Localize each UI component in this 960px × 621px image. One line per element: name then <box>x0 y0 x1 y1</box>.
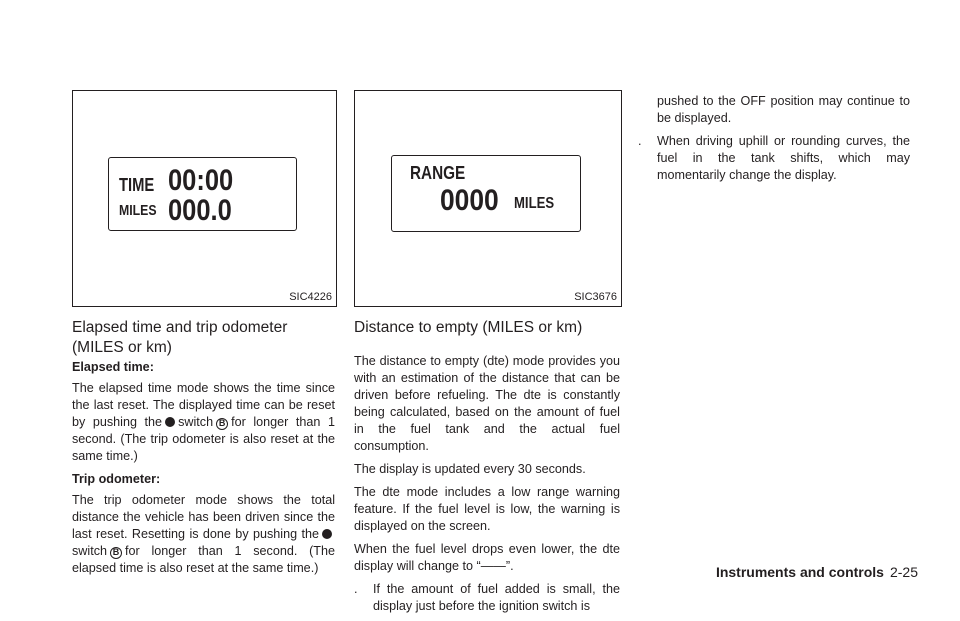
section-body-elapsed-time <box>72 359 335 583</box>
paragraph: The display is updated every 30 seconds. <box>354 462 586 476</box>
section-body-continued <box>638 93 910 190</box>
trip-display-panel <box>108 157 297 231</box>
section-heading-elapsed-time: Elapsed time and trip odometer (MILES or km) <box>72 319 288 356</box>
time-label: TIME <box>119 175 155 195</box>
paragraph: The distance to empty (dte) mode provides you with an estimation of the distance that can be driven before refueling. The dte is constantly being calculated, based on the amount of fuel in the fuel tank and the actual fuel consumption. <box>354 354 620 453</box>
bullet-item: . When driving uphill or rounding curves, the fuel in the tank shifts, which may momentarily change the display. <box>638 134 910 182</box>
paragraph-trip-odometer: The trip odometer mode shows the total distance the vehicle has been driven since the last reset. Resetting is done by pushing the switch B for longer than 1 second. (The elapsed time is also reset at the same time.) <box>72 493 335 575</box>
range-label: RANGE <box>410 163 466 183</box>
figure-code: SIC3676 <box>574 291 617 303</box>
switch-button-icon <box>322 529 332 539</box>
range-unit-label: MILES <box>514 195 555 212</box>
miles-label: MILES <box>119 202 157 219</box>
page-number: 2-25 <box>889 564 918 580</box>
b-switch-icon: B <box>216 418 228 430</box>
miles-value: 000.0 <box>168 194 232 227</box>
bullet-item: . If the amount of fuel added is small, the display just before the ignition switch is <box>354 582 620 613</box>
section-body-distance-to-empty <box>354 353 620 621</box>
paragraph: The dte mode includes a low range warning feature. If the fuel level is low, the warning is displayed on the screen. <box>354 485 620 533</box>
subheading-trip-odometer: Trip odometer: <box>72 472 161 486</box>
time-value: 00:00 <box>168 164 234 197</box>
subheading-elapsed-time: Elapsed time: <box>72 360 154 374</box>
range-display-panel <box>391 155 581 232</box>
b-switch-icon: B <box>110 547 122 559</box>
figure-distance-to-empty <box>354 90 622 307</box>
bullet-continuation: pushed to the OFF position may continue to be displayed. <box>657 94 910 125</box>
page-footer <box>716 564 918 580</box>
paragraph: When the fuel level drops even lower, the dte display will change to “——”. <box>354 542 620 573</box>
paragraph-elapsed-time: The elapsed time mode shows the time since the last reset. The displayed time can be reset by pushing the switch B for longer than 1 second. (The trip odometer is also reset at the same time.) <box>72 381 336 463</box>
figure-elapsed-time <box>72 90 337 307</box>
switch-button-icon <box>165 417 175 427</box>
bullet-marker: . <box>354 582 358 596</box>
section-heading-distance-to-empty: Distance to empty (MILES or km) <box>354 319 583 336</box>
figure-code: SIC4226 <box>289 291 332 303</box>
range-value: 0000 <box>440 184 499 217</box>
footer-section-title: Instruments and controls <box>715 564 884 580</box>
bullet-marker: . <box>638 134 642 148</box>
